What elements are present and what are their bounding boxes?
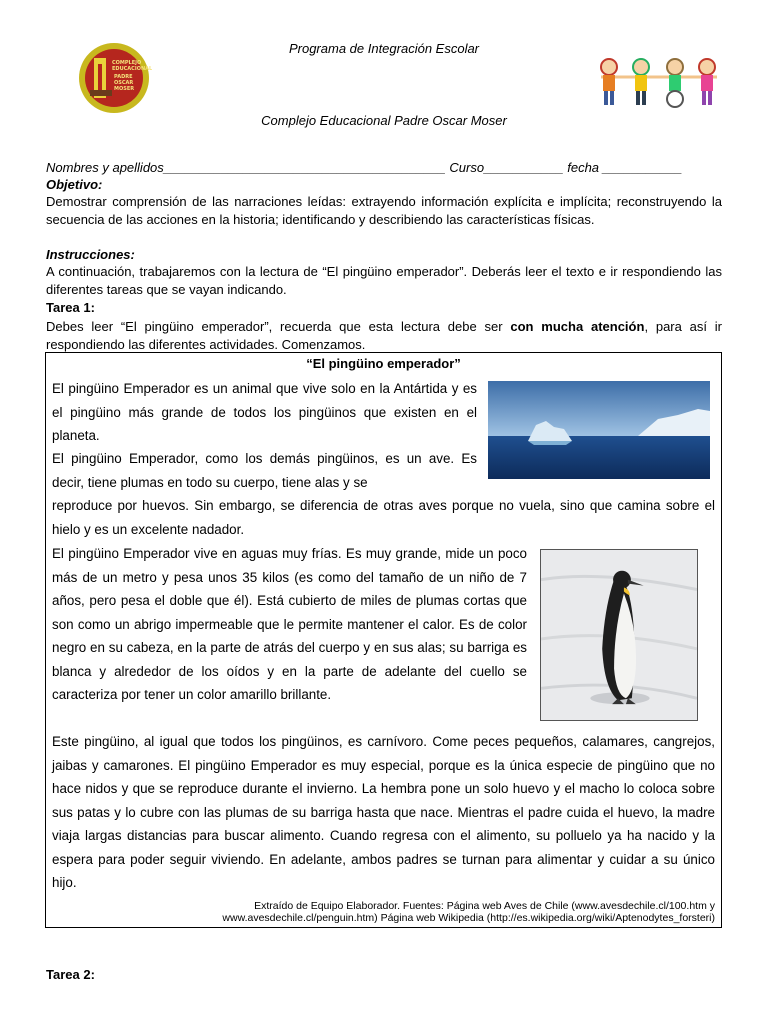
paragraph-3: El pingüino Emperador vive en aguas muy frías. Es muy grande, mide un poco más de un metro y pesa unos 35 kilos (es como del tamaño de un niño de 7 años, pero pesa el doble que él). Está cubierto de miles de plumas cortas que son como un abrigo impermeable que le permite mantener el calor. Es de color negro en su cabeza, en la parte de atrás del cuerpo y en sus alas; su barriga es blanca y alrededor de los oídos y en la parte de adelante del cuello se caracteriza por tener un color amarillo brillante. xyxy=(52,546,527,702)
instructions-heading: Instrucciones: xyxy=(46,247,135,262)
task1-heading: Tarea 1: xyxy=(46,300,95,315)
task1-text-bold: con mucha atención xyxy=(510,319,645,334)
paragraph-2a: El pingüino Emperador, como los demás pingüinos, es un ave. Es decir, tiene plumas en todo su cuerpo, tiene alas y se xyxy=(52,451,477,490)
objective-heading: Objetivo: xyxy=(46,177,103,192)
reading-box xyxy=(45,352,722,928)
logo-text-1: COMPLEJO xyxy=(112,60,142,66)
task1-text-after: , para así ir respondiendo las diferentes actividades. Comenzamos. xyxy=(46,319,722,352)
school-name: Complejo Educacional Padre Oscar Moser xyxy=(261,113,507,128)
source-citation xyxy=(115,900,715,924)
iceberg-photo xyxy=(488,381,710,479)
instructions-text: A continuación, trabajaremos con la lectura de “El pingüino emperador”. Deberás leer el texto e ir respondiendo las diferentes tareas que se vayan indicando. xyxy=(46,264,722,297)
name-field[interactable]: _______________________________________ xyxy=(163,160,446,175)
source-line-1: Extraído de Equipo Elaborador. Fuentes: Página web Aves de Chile (www.avesdechile.cl/100.htm y xyxy=(254,900,715,912)
program-title: Programa de Integración Escolar xyxy=(288,41,480,56)
date-label: fecha xyxy=(567,160,600,175)
logo-text-5: MOSER xyxy=(114,86,135,92)
kids-holding-hands-illustration xyxy=(593,55,725,111)
penguin-photo xyxy=(540,549,698,721)
reading-title: “El pingüino emperador” xyxy=(306,356,461,371)
logo-text-2: EDUCACIONAL xyxy=(112,66,152,72)
date-field[interactable]: ___________ xyxy=(602,160,683,175)
name-label: Nombres y apellidos xyxy=(46,160,164,175)
course-field[interactable]: ___________ xyxy=(484,160,564,175)
paragraph-2b: reproduce por huevos. Sin embargo, se diferencia de otras aves porque no vuela, sino que camina sobre el hielo y es un excelente nadador. xyxy=(52,498,715,537)
logo-text-3: PADRE xyxy=(114,74,133,80)
course-label: Curso xyxy=(449,160,485,175)
school-logo xyxy=(76,42,152,114)
student-info-line xyxy=(46,159,722,177)
task1-text xyxy=(46,318,722,354)
paragraph-4: Este pingüino, al igual que todos los pingüinos, es carnívoro. Come peces pequeños, calamares, cangrejos, jaibas y camarones. El pingüino Emperador es muy especial, porque es la única especie de pingüino que no hace nidos y que se reproduce durante el invierno. La hembra pone un solo huevo y el macho lo coloca sobre sus patas y lo cubre con las plumas de su barriga hasta que nace. Mientras el padre cuida el huevo, la madre viaja largas distancias para buscar alimento. Cuando regresa con el alimento, su polluelo ya ha nacido y la espera para poder seguir viviendo. En adelante, ambos padres se turnan para alimentar y cuidar a su único hijo. xyxy=(52,734,715,890)
logo-text-4: OSCAR xyxy=(114,80,134,86)
objective-text: Demostrar comprensión de las narraciones leídas: extrayendo información explícita e implícita; reconstruyendo la secuencia de las acciones en la historia; identificando y describiendo las características físicas. xyxy=(46,194,722,227)
task1-text-before: Debes leer “El pingüino emperador”, recuerda que esta lectura debe ser xyxy=(46,319,511,334)
source-line-2: www.avesdechile.cl/penguin.htm) Página web Wikipedia (http://es.wikipedia.org/wiki/Aptenodytes_forsteri) xyxy=(222,912,715,924)
task2-heading: Tarea 2: xyxy=(46,967,95,982)
paragraph-1: El pingüino Emperador es un animal que vive solo en la Antártida y es el pingüino más grande de todos los pingüinos que existen en el planeta. xyxy=(52,381,477,443)
